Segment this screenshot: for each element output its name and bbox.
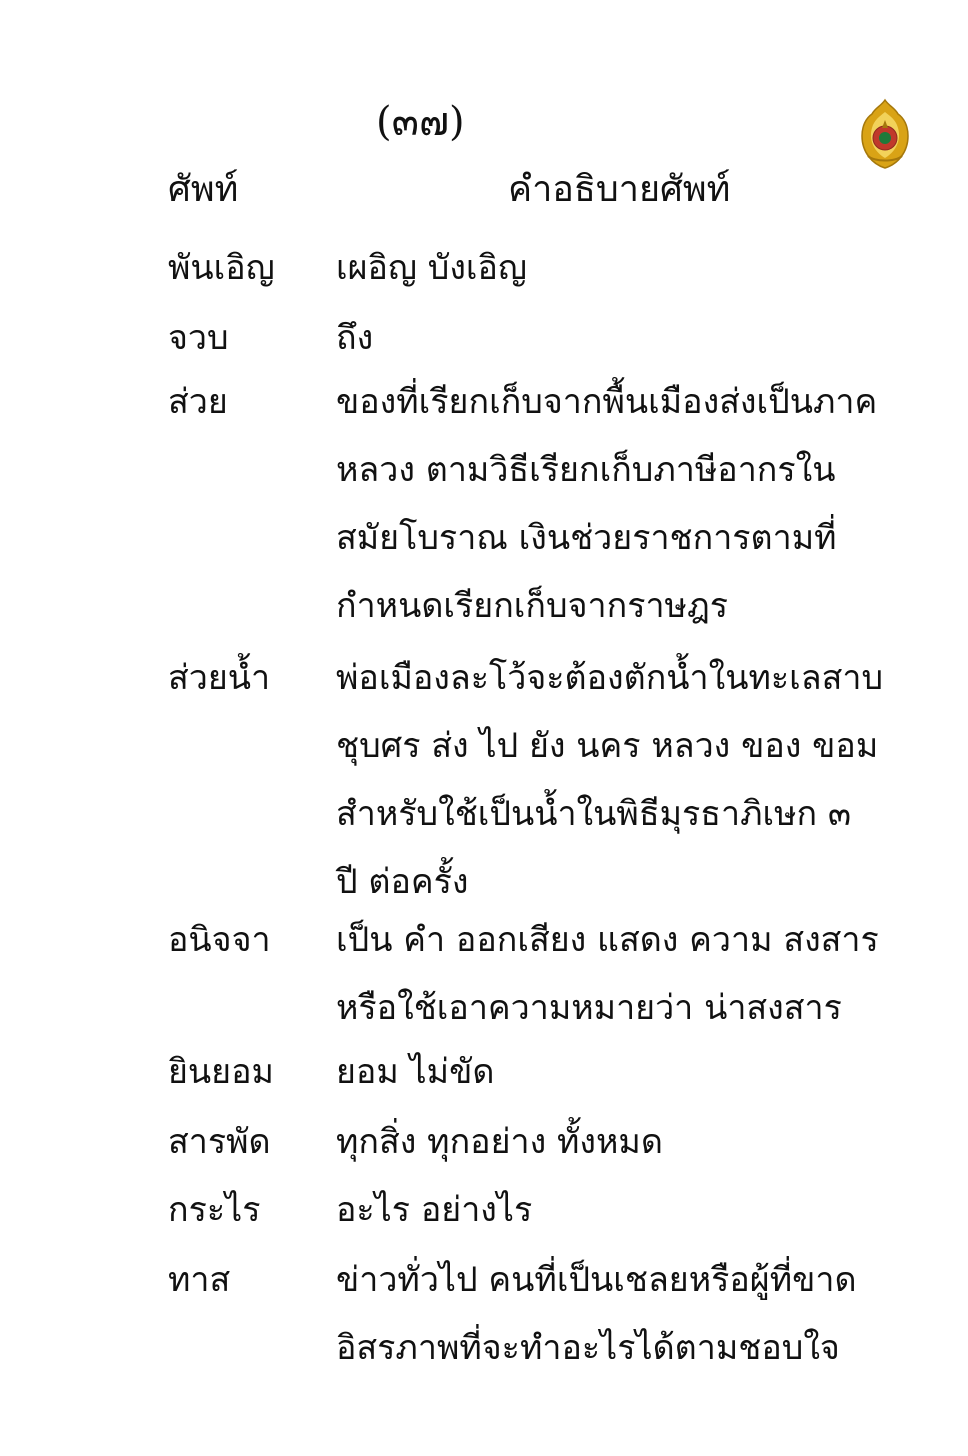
- definition-line: ข่าวทั่วไป คนที่เป็นเชลยหรือผู้ที่ขาด: [336, 1260, 857, 1300]
- definition-line: อะไร อย่างไร: [336, 1190, 533, 1230]
- entry-term: สารพัด: [168, 1122, 271, 1162]
- definition-line: กำหนดเรียกเก็บจากราษฎร: [336, 586, 729, 626]
- table-header: [0, 160, 968, 230]
- entry-definition: [336, 910, 879, 1046]
- definition-line: ทุกสิ่ง ทุกอย่าง ทั้งหมด: [336, 1122, 663, 1162]
- entry-definition: [336, 1250, 857, 1386]
- definition-line: สมัยโบราณ เงินช่วยราชการตามที่: [336, 518, 837, 558]
- definition-line: หรือใช้เอาความหมายว่า น่าสงสาร: [336, 988, 842, 1028]
- entry-definition: [336, 1112, 836, 1180]
- definition-line: พ่อเมืองละโว้จะต้องตักน้ำในทะเลสาบ: [336, 658, 884, 698]
- definition-line: หลวง ตามวิธีเรียกเก็บภาษีอากรใน: [336, 450, 836, 490]
- page-number: (๓๗): [376, 99, 465, 145]
- entry-definition: [336, 1180, 836, 1248]
- definition-line: สำหรับใช้เป็นน้ำในพิธีมุรธาภิเษก ๓: [336, 794, 852, 834]
- entry-definition: [336, 308, 836, 376]
- entry-term: อนิจจา: [168, 920, 271, 960]
- definition-line: ชุบศร ส่ง ไป ยัง นคร หลวง ของ ขอม: [336, 726, 879, 766]
- entry-term: ส่วย: [168, 382, 228, 422]
- entry-term: กระไร: [168, 1190, 261, 1230]
- entry-term: พันเอิญ: [168, 248, 275, 288]
- definition-line: ปี ต่อครั้ง: [336, 862, 469, 902]
- definition-line: ยอม ไม่ขัด: [336, 1052, 495, 1092]
- definition-line: ของที่เรียกเก็บจากพื้นเมืองส่งเป็นภาค: [336, 382, 878, 422]
- entry-term: ส่วยน้ำ: [168, 658, 271, 698]
- entry-definition: [336, 1042, 836, 1110]
- entry-definition: [336, 372, 878, 644]
- definition-line: อิสรภาพที่จะทำอะไรได้ตามชอบใจ: [336, 1328, 840, 1368]
- definition-line: ถึง: [336, 318, 374, 358]
- entry-definition: [336, 648, 884, 920]
- definition-line: เผอิญ บังเอิญ: [336, 248, 527, 288]
- entry-term: ทาส: [168, 1260, 231, 1300]
- header-definition-label: คำอธิบายศัพท์: [508, 169, 731, 210]
- entry-term: ยินยอม: [168, 1052, 274, 1092]
- definition-line: เป็น คำ ออกเสียง แสดง ความ สงสาร: [336, 920, 879, 960]
- header-term-label: ศัพท์: [168, 169, 239, 210]
- entry-term: จวบ: [168, 318, 229, 358]
- entry-definition: [336, 238, 836, 306]
